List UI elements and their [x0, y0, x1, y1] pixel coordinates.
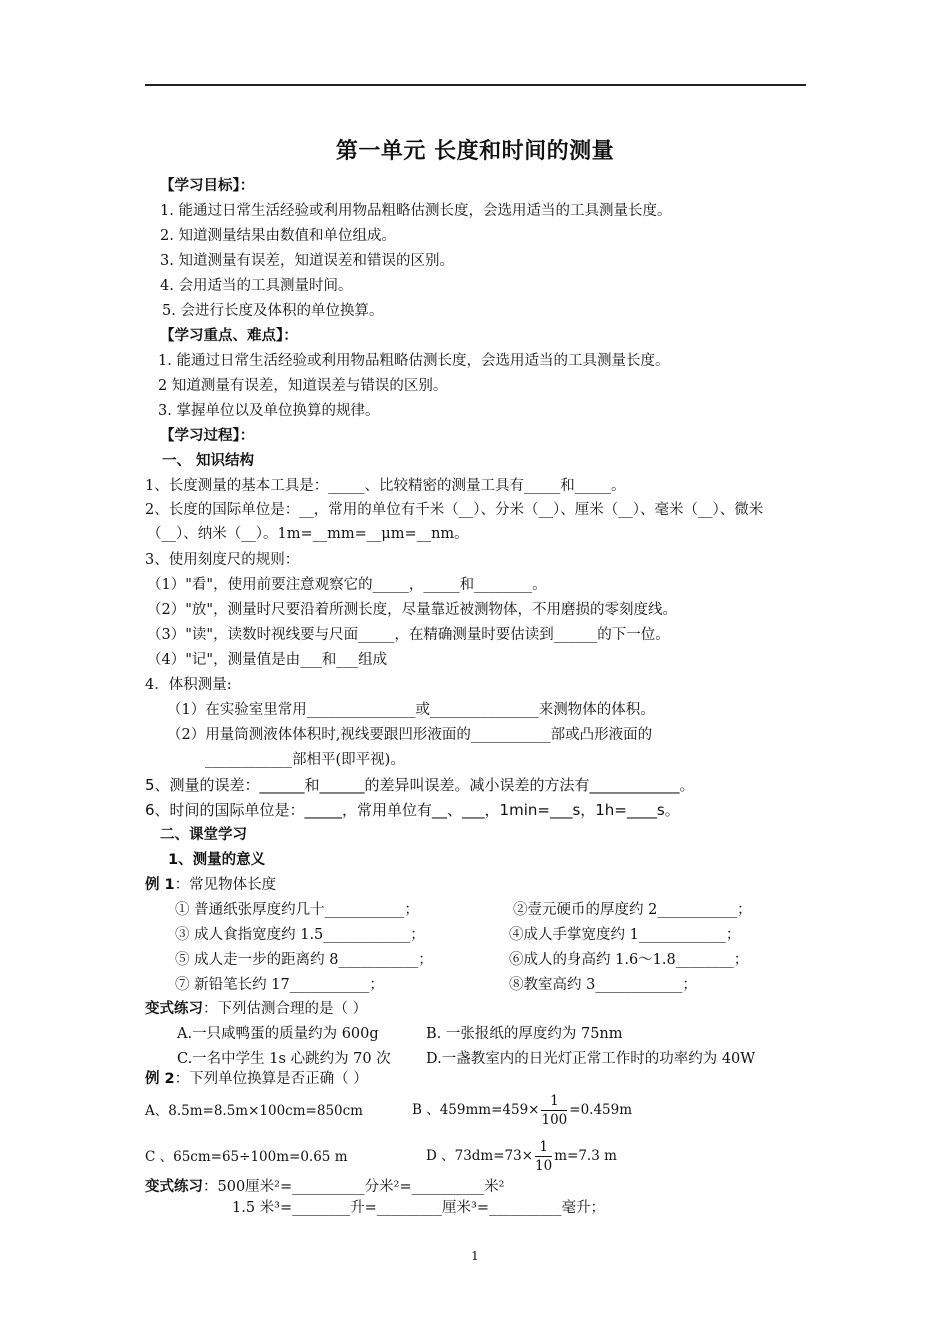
example-1	[145, 875, 276, 895]
option: A.一只咸鸭蛋的质量约为 600g	[177, 1026, 379, 1042]
subsection-heading: 1、测量的意义	[168, 852, 266, 868]
example-1-item: ① 普通纸张厚度约几十___________；	[175, 902, 419, 918]
variant-2-line-1: ：500厘米²=__________分米²=__________米²	[203, 1179, 505, 1195]
example-2	[145, 1069, 368, 1089]
variant-1-label: 变式练习	[145, 1001, 203, 1017]
option-b-prefix: B 、459mm=459×	[412, 1102, 540, 1118]
example-1-item: ⑤ 成人走一步的距离约 8___________；	[175, 952, 433, 968]
objective-item: 2. 知道测量结果由数值和单位组成。	[160, 228, 396, 244]
variant-exercise-2	[145, 1177, 504, 1197]
question-3-2: （2）"放"，测量时尺要沿着所测长度，尽量靠近被测物体，不用磨损的零刻度线。	[147, 602, 678, 618]
option-d-prefix: D 、73dm=73×	[426, 1148, 534, 1164]
variant-2-label: 变式练习	[145, 1179, 203, 1195]
variant-2-line-2: 1.5 米³=________升=_________厘米³=__________毫升；	[232, 1200, 605, 1216]
example-2-option-d	[426, 1133, 617, 1179]
fraction-numerator: 1	[541, 1092, 567, 1111]
example-1-label: 例 1	[145, 877, 175, 893]
variant-1-text: ：下列估测合理的是（ ）	[203, 1001, 368, 1017]
fraction-denominator: 10	[535, 1158, 553, 1174]
question-3: 3、使用刻度尺的规则：	[145, 552, 300, 568]
page-number: 1	[471, 1249, 479, 1263]
example-1-item: ⑧教室高约 3____________；	[509, 977, 697, 993]
example-1-item: ⑦ 新铅笔长约 17___________；	[175, 977, 384, 993]
fraction	[541, 1092, 567, 1129]
example-1-item: ⑥成人的身高约 1.6～1.8________；	[509, 952, 749, 968]
question-3-4: （4）"记"，测量值是由___和___组成	[147, 652, 388, 668]
objective-item: 1. 能通过日常生活经验或利用物品粗略估测长度，会选用适当的工具测量长度。	[160, 203, 672, 219]
option-d-suffix: m=7.3 m	[554, 1148, 617, 1164]
example-2-option-a: A、8.5m=8.5m×100cm=850cm	[145, 1103, 363, 1119]
question-2: 2、长度的国际单位是：__，常用的单位有千米（__）、分米（__）、厘米（__）、毫米（__）、微米	[145, 502, 764, 518]
example-2-option-c: C 、65cm=65÷100m=0.65 m	[145, 1149, 348, 1165]
key-point-item: 1. 能通过日常生活经验或利用物品粗略估测长度，会选用适当的工具测量长度。	[158, 353, 670, 369]
option: C.一名中学生 1s 心跳约为 70 次	[177, 1051, 391, 1067]
objectives-heading: 【学习目标】：	[160, 178, 255, 194]
question-4-2: （2）用量筒测液体体积时,视线要跟凹形液面的___________部或凸形液面的	[167, 727, 653, 743]
example-1-title: ：常见物体长度	[174, 877, 277, 893]
objective-item: 5. 会进行长度及体积的单位换算。	[162, 303, 384, 319]
question-2-cont: （__）、纳米（__）。1m=__mm=__μm=__nm。	[147, 526, 469, 542]
question-1: 1、长度测量的基本工具是：_____、比较精密的测量工具有_____和_____。	[145, 478, 626, 494]
section-heading: 一、 知识结构	[162, 453, 255, 469]
option: D.一盏教室内的日光灯正常工作时的功率约为 40W	[426, 1051, 756, 1067]
question-3-1: （1）"看"，使用前要注意观察它的_____，_____和________。	[147, 577, 547, 593]
objective-item: 3. 知道测量有误差，知道误差和错误的区别。	[160, 253, 454, 269]
example-2-option-b	[412, 1087, 632, 1133]
objective-item: 4. 会用适当的工具测量时间。	[160, 278, 353, 294]
classroom-heading: 二、课堂学习	[160, 827, 247, 843]
question-4: 4．体积测量:	[145, 677, 232, 693]
option-b-suffix: =0.459m	[569, 1102, 633, 1118]
question-5: 5、测量的误差：______和______的差异叫误差。减小误差的方法有____________。	[145, 776, 695, 794]
example-1-item: ④成人手掌宽度约 1____________；	[509, 927, 741, 943]
fraction-denominator: 100	[541, 1112, 568, 1128]
key-points-heading: 【学习重点、难点】：	[160, 328, 298, 344]
example-2-label: 例 2	[145, 1071, 175, 1087]
option: B. 一张报纸的厚度约为 75nm	[426, 1026, 623, 1042]
question-6: 6、时间的国际单位是：_____，常用单位有__、___，1min=___s，1h=____s。	[145, 801, 680, 819]
question-4-1: （1）在实验室里常用_______________或_______________来测物体的体积。	[167, 702, 655, 718]
key-point-item: 2 知道测量有误差，知道误差与错误的区别。	[158, 378, 448, 394]
process-heading: 【学习过程】：	[160, 428, 255, 444]
variant-exercise-1	[145, 999, 367, 1019]
page-title: 第一单元 长度和时间的测量	[335, 139, 615, 164]
header-rule	[145, 84, 806, 86]
example-2-text: ：下列单位换算是否正确（ ）	[174, 1071, 368, 1087]
example-1-item: ③ 成人食指宽度约 1.5____________；	[175, 927, 425, 943]
question-3-3: （3）"读"，读数时视线要与尺面_____，在精确测量时要估读到______的下一位。	[147, 627, 670, 643]
question-4-3: ____________部相平(即平视)。	[205, 752, 405, 768]
example-1-item: ②壹元硬币的厚度约 2___________；	[513, 902, 752, 918]
fraction	[535, 1138, 552, 1175]
key-point-item: 3. 掌握单位以及单位换算的规律。	[158, 403, 380, 419]
fraction-numerator: 1	[535, 1138, 552, 1157]
